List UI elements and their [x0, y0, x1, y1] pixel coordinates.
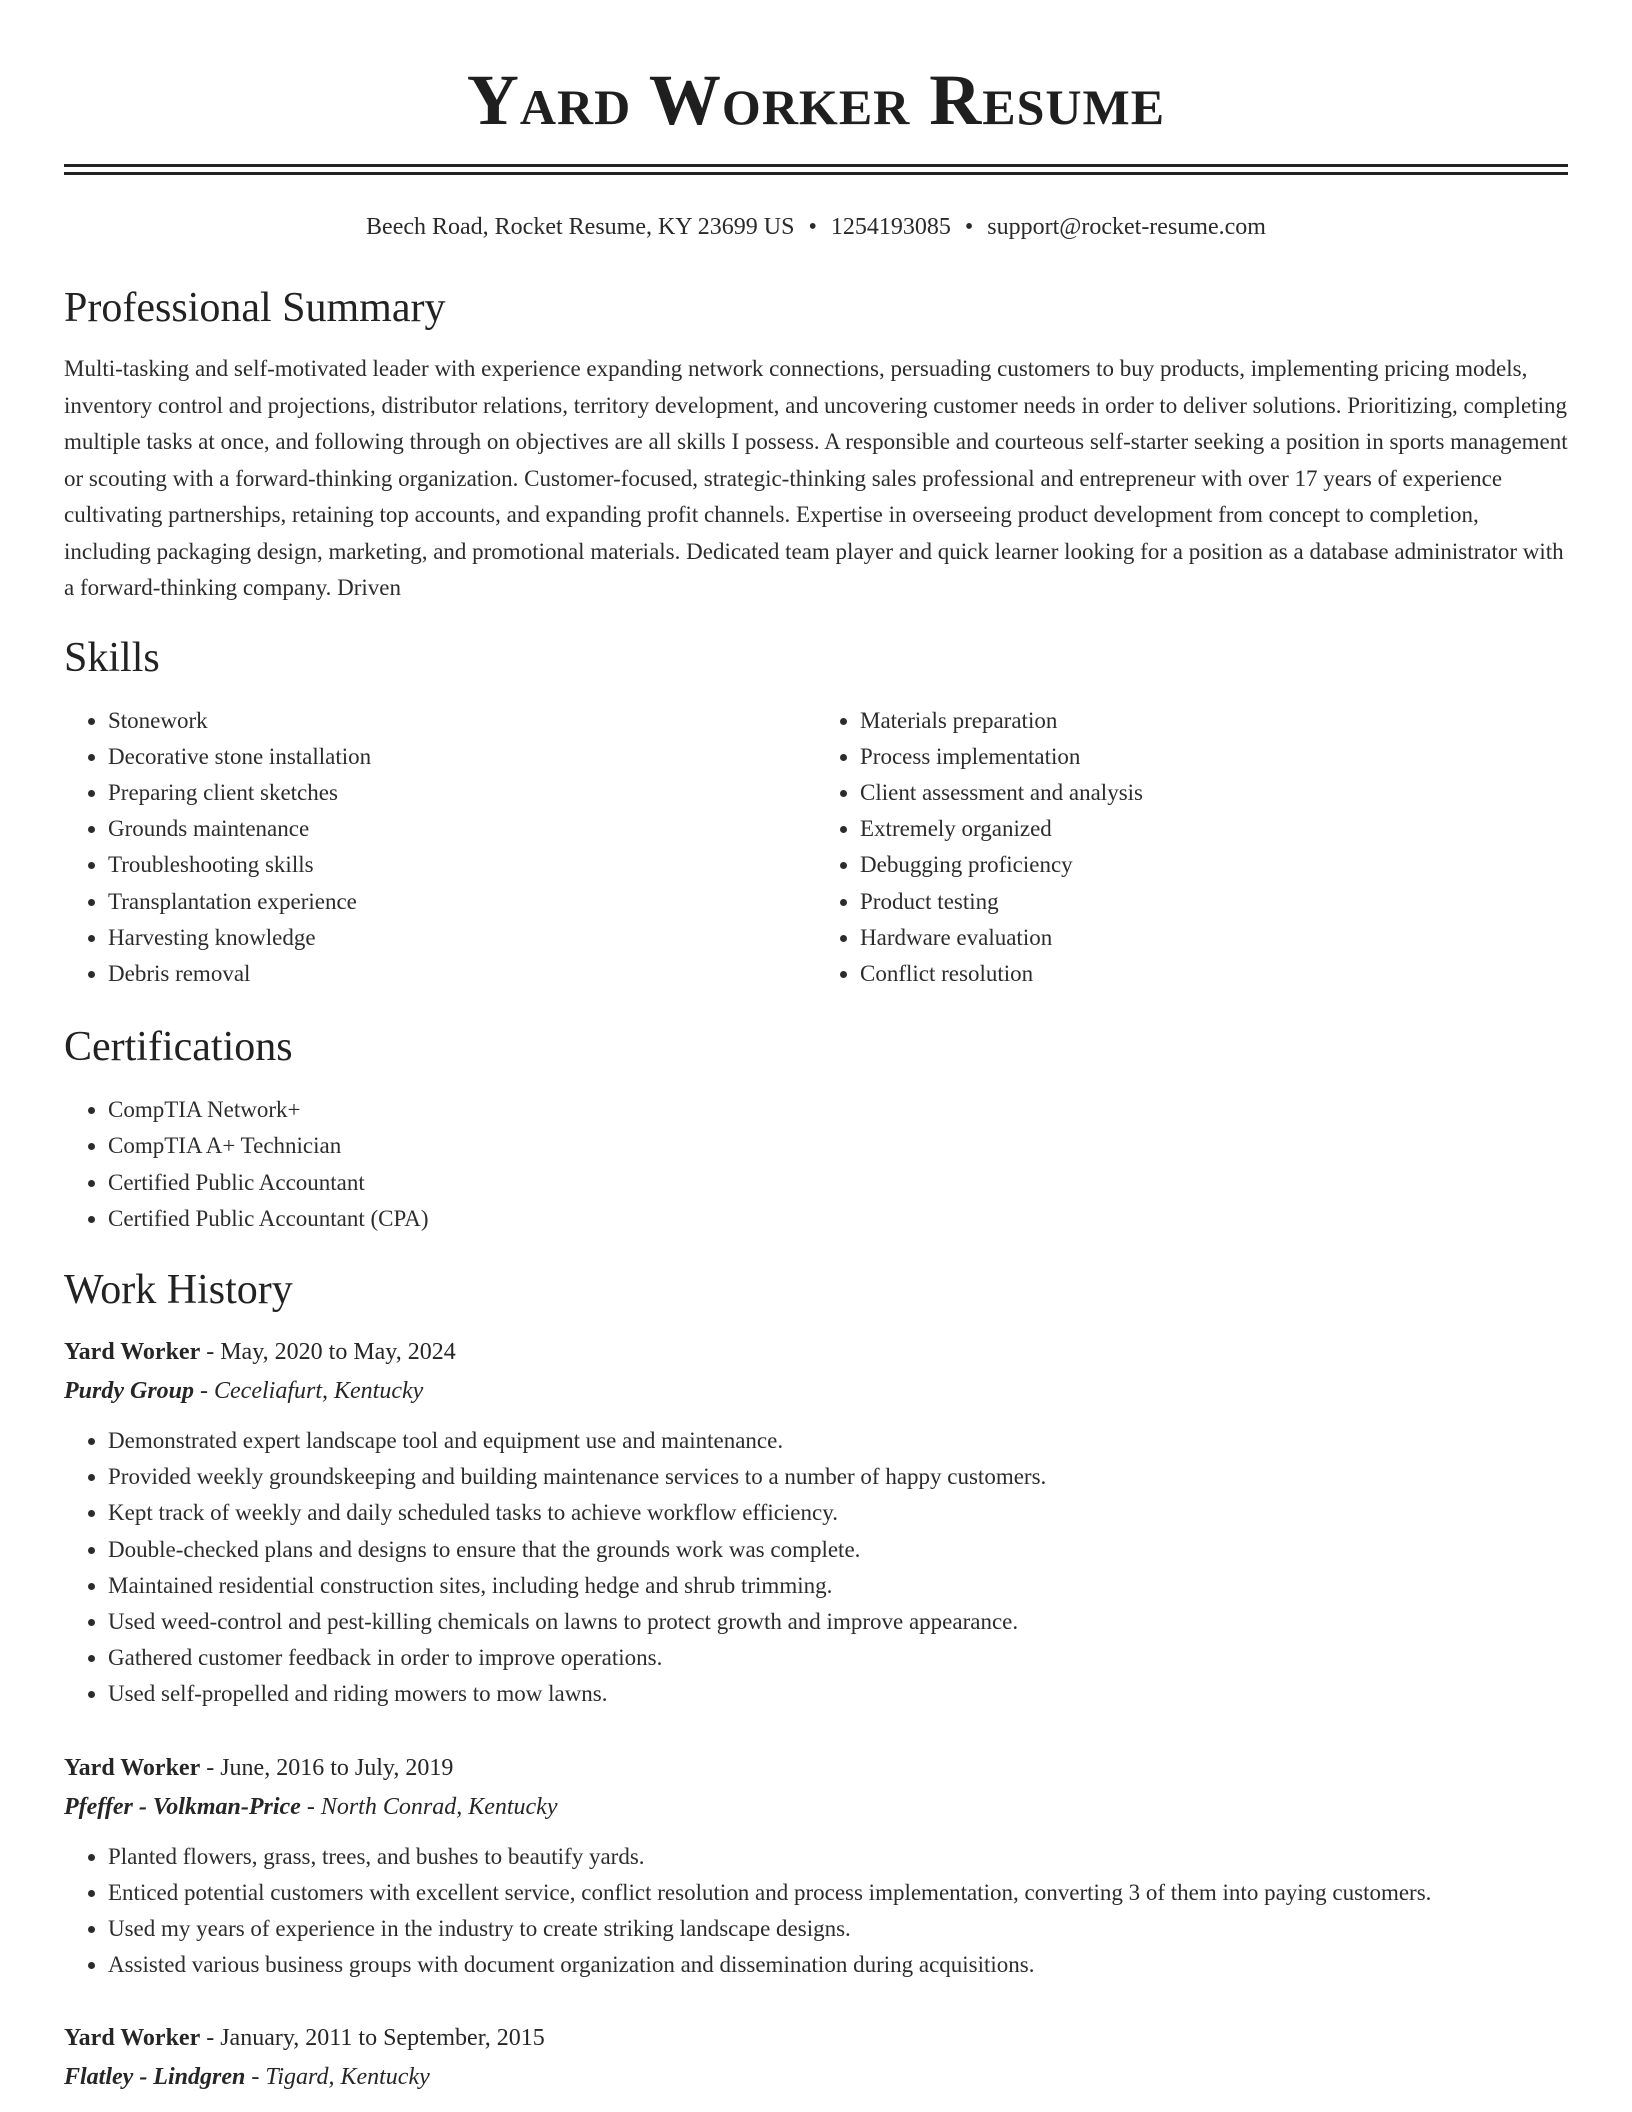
contact-line [64, 211, 1568, 243]
certification-item: • CompTIA A+ Technician [108, 1128, 1568, 1164]
job-title: Yard Worker [64, 2025, 201, 2052]
skill-item: • Troubleshooting skills [108, 847, 816, 883]
duty-item: • Assisted various business groups with document organization and dissemination during acquisitions. [108, 1947, 1568, 1983]
duty-item: • Kept track of weekly and daily scheduled tasks to achieve workflow efficiency. [108, 1495, 1568, 1531]
contact-separator: • [808, 214, 817, 240]
skill-item: • Preparing client sketches [108, 775, 816, 811]
section-heading-skills: Skills [64, 634, 160, 681]
section-heading-summary: Professional Summary [64, 285, 446, 331]
company-location: - Tigard, Kentucky [245, 2064, 430, 2091]
company-name: Pfeffer - Volkman-Price [64, 1793, 301, 1820]
duty-item: • Used my years of experience in the industry to create striking landscape designs. [108, 1911, 1568, 1947]
section-heading-certifications: Certifications [64, 1024, 293, 1071]
contact-address: Beech Road, Rocket Resume, KY 23699 US [366, 214, 795, 240]
duty-item: • Used self-propelled and riding mowers to mow lawns. [108, 1676, 1568, 1712]
skill-item: • Stonework [108, 703, 816, 739]
skills-list-left [64, 703, 816, 993]
certification-item: • Certified Public Accountant (CPA) [108, 1201, 1568, 1237]
duty-item: • Provided weekly groundskeeping and building maintenance services to a number of happy customers. [108, 1459, 1568, 1495]
title-divider-top [64, 164, 1568, 167]
skill-item: • Transplantation experience [108, 884, 816, 920]
certifications-list [64, 1092, 1568, 1237]
company-name: Flatley - Lindgren [64, 2064, 246, 2091]
job-entry [64, 2019, 1568, 2097]
skill-item: • Debris removal [108, 956, 816, 992]
company-line [64, 1371, 1568, 1411]
section-heading-work-history: Work History [64, 1266, 293, 1313]
certification-item: • Certified Public Accountant [108, 1165, 1568, 1201]
skill-item: • Debugging proficiency [860, 847, 1568, 883]
resume-title: Yard Worker Resume [466, 60, 1166, 140]
skill-item: • Product testing [860, 884, 1568, 920]
job-dates: - June, 2016 to July, 2019 [200, 1754, 454, 1781]
company-location: - North Conrad, Kentucky [300, 1793, 558, 1820]
summary-text: Multi-tasking and self-motivated leader with experience expanding network connections, persuading customers to buy products, implementing pricing models, inventory control and projections, distributor relations, territory development, and uncovering customer needs in order to deliver solutions. Prioritizing, completing multiple tasks at once, and following through on objectives are all skills I possess. A responsible and courteous self-starter seeking a position in sports management or scouting with a forward-thinking organization. Customer-focused, strategic-thinking sales professional and entrepreneur with over 17 years of experience cultivating partnerships, retaining top accounts, and expanding profit channels. Expertise in overseeing product development from concept to completion, including packaging design, marketing, and promotional materials. Dedicated team player and quick learner looking for a position as a database administrator with a forward-thinking company. Driven [64, 356, 1568, 600]
duty-item: • Double-checked plans and designs to ensure that the grounds work was complete. [108, 1532, 1568, 1568]
job-dates: - May, 2020 to May, 2024 [200, 1338, 456, 1365]
certification-item: • CompTIA Network+ [108, 1092, 1568, 1128]
duty-item: • Planted flowers, grass, trees, and bushes to beautify yards. [108, 1839, 1568, 1875]
skill-item: • Process implementation [860, 739, 1568, 775]
job-title-line [64, 1749, 1568, 1787]
duty-item: • Used weed-control and pest-killing chemicals on lawns to protect growth and improve appearance. [108, 1604, 1568, 1640]
job-title: Yard Worker [64, 1338, 201, 1365]
skills-columns [64, 703, 1568, 993]
skills-list-right [816, 703, 1568, 993]
contact-separator: • [964, 214, 974, 240]
job-title: Yard Worker [64, 1754, 201, 1781]
job-entry [64, 1333, 1568, 1713]
job-duties-list [64, 1839, 1568, 1984]
duty-item: • Enticed potential customers with excellent service, conflict resolution and process implementation, converting 3 of them into paying customers. [108, 1875, 1568, 1911]
contact-phone: 1254193085 [830, 214, 951, 240]
skill-item: • Conflict resolution [860, 956, 1568, 992]
skill-item: • Grounds maintenance [108, 811, 816, 847]
duty-item: • Demonstrated expert landscape tool and equipment use and maintenance. [108, 1423, 1568, 1459]
company-line [64, 2057, 1568, 2097]
skill-item: • Client assessment and analysis [860, 775, 1568, 811]
job-duties-list [64, 1423, 1568, 1713]
contact-email: support@rocket-resume.com [987, 214, 1266, 240]
job-title-line [64, 1333, 1568, 1371]
skill-item: • Harvesting knowledge [108, 920, 816, 956]
skill-item: • Hardware evaluation [860, 920, 1568, 956]
job-dates: - January, 2011 to September, 2015 [200, 2025, 545, 2052]
duty-item: • Maintained residential construction sites, including hedge and shrub trimming. [108, 1568, 1568, 1604]
skill-item: • Materials preparation [860, 703, 1568, 739]
job-title-line [64, 2019, 1568, 2057]
skill-item: • Extremely organized [860, 811, 1568, 847]
title-divider-bottom [64, 172, 1568, 175]
resume-page [64, 0, 1568, 2097]
company-location: - Ceceliafurt, Kentucky [194, 1377, 424, 1404]
skill-item: • Decorative stone installation [108, 739, 816, 775]
company-line [64, 1787, 1568, 1827]
duty-item: • Gathered customer feedback in order to improve operations. [108, 1640, 1568, 1676]
job-entry [64, 1749, 1568, 1984]
company-name: Purdy Group [64, 1377, 195, 1404]
